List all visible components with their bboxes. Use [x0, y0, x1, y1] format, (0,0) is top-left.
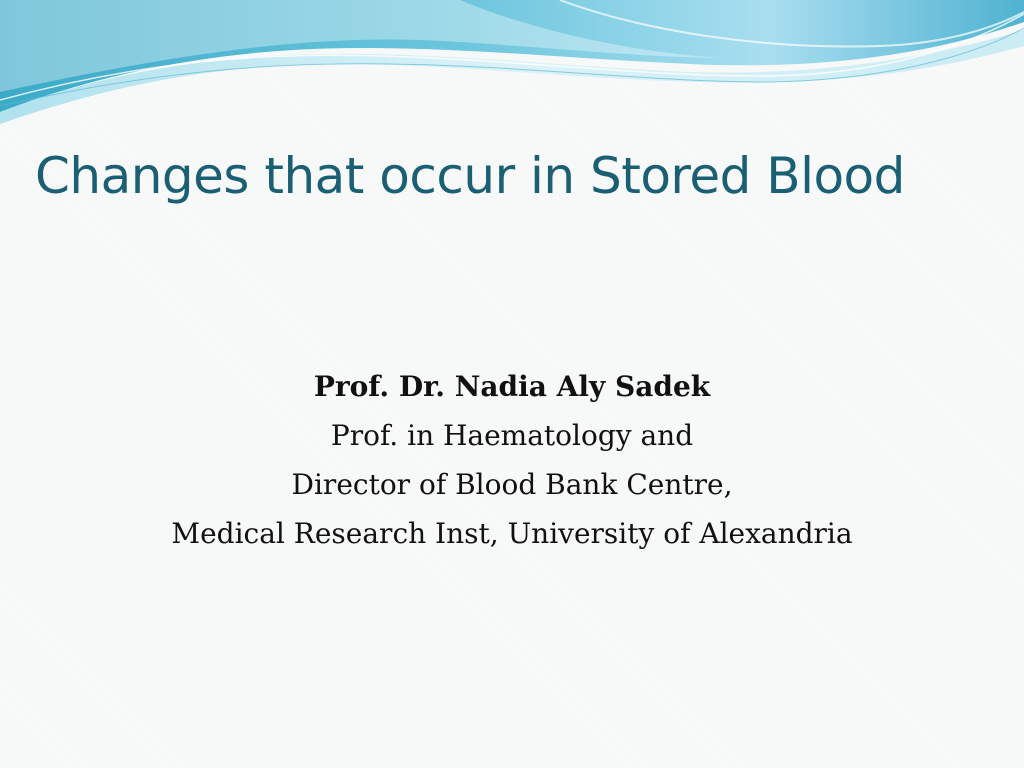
author-block [0, 362, 1024, 558]
author-affiliation: Medical Research Inst, University of Alexandria [171, 517, 853, 550]
author-role: Director of Blood Bank Centre, [291, 468, 733, 501]
header-wave-decoration [0, 0, 1024, 130]
author-name: Prof. Dr. Nadia Aly Sadek [313, 370, 711, 403]
slide-title: Changes that occur in Stored Blood [35, 147, 905, 205]
author-position: Prof. in Haematology and [330, 419, 694, 452]
